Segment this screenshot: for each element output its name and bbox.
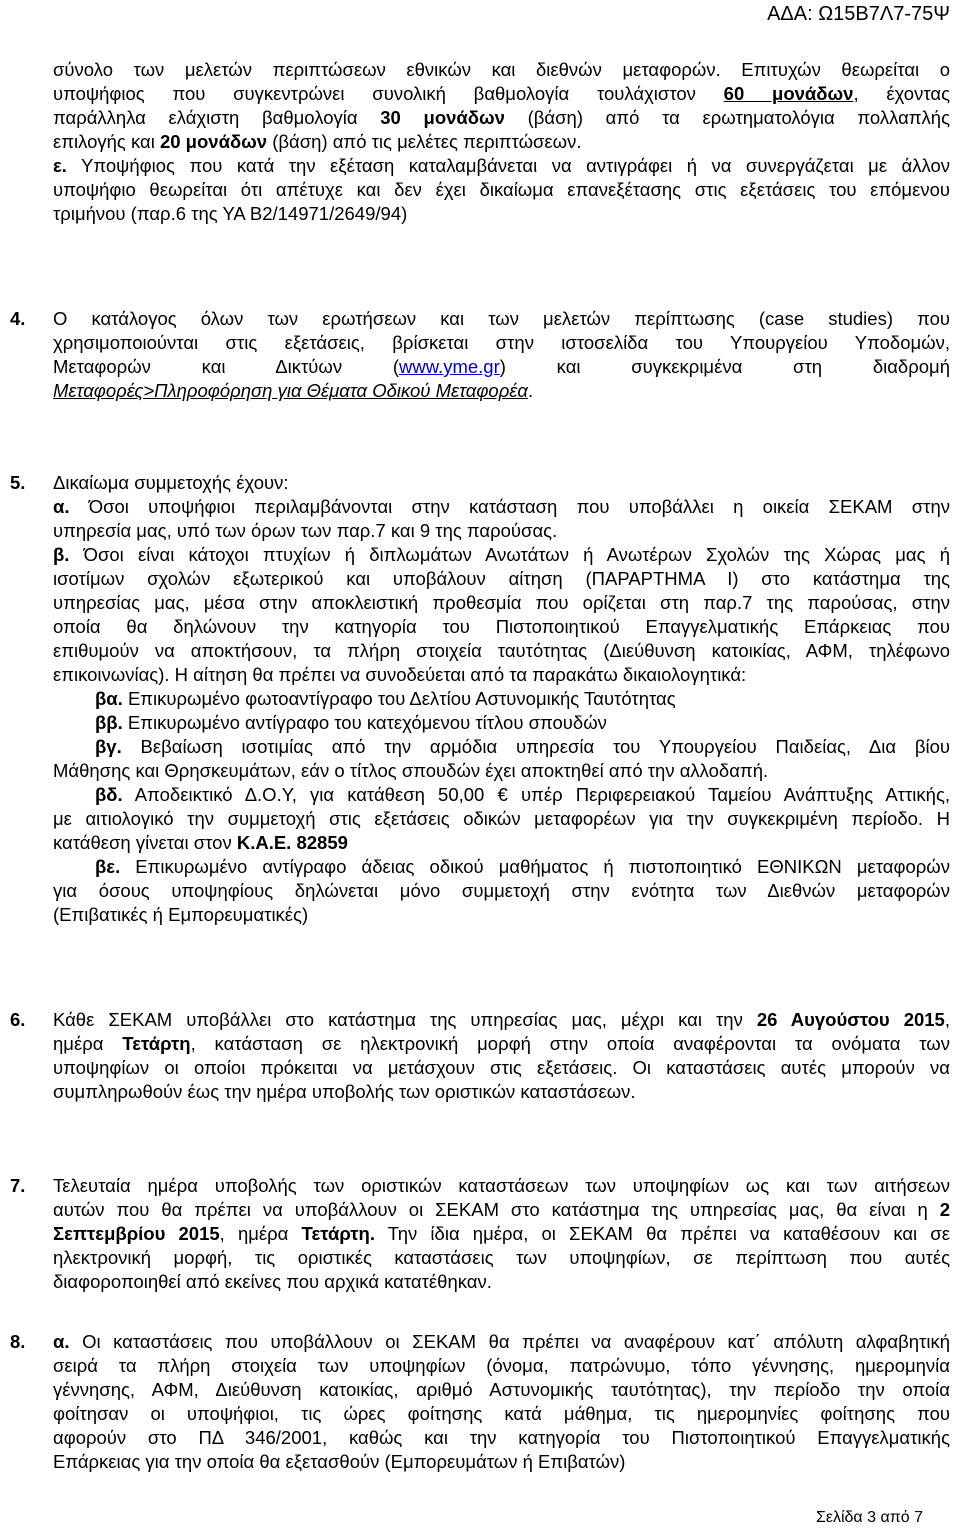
text-line: Επάρκειας για την οποία θα εξετασθούν (Εμπορευμάτων ή Επιβατών) <box>53 1451 626 1472</box>
text-line: υποψηφίων οι οποίοι πρόκειται να μετάσχουν στις εξετάσεις. Οι καταστάσεις αυτές μπορούν να <box>53 1057 950 1078</box>
text-line: βα. Επικυρωμένο φωτοαντίγραφο του Δελτίου Αστυνομικής Ταυτότητας <box>95 688 676 709</box>
text-line: για όσους υποψηφίους δηλώνεται μόνο συμμετοχή στην ενότητα των Διεθνών μεταφορών <box>53 880 950 901</box>
text-line: με αιτιολογικό την συμμετοχή στις εξετάσεις οδικών μεταφορέων για την συγκεκριμένη περίοδο. Η <box>53 808 950 829</box>
text-line: παράλληλα ελάχιστη βαθμολογία 30 μονάδων (βάση) από τα ερωτηματολόγια πολλαπλής <box>53 107 951 128</box>
text-line: α. Όσοι υποψήφιοι περιλαμβάνονται στην κατάσταση που υποβάλλει η οικεία ΣΕΚΑΜ στην <box>53 496 950 517</box>
text-line: Τελευταία ημέρα υποβολής των οριστικών καταστάσεων των υποψηφίων ως και των αιτήσεων <box>53 1175 950 1196</box>
text-line: υποψήφιο θεωρείται ότι απέτυχε και δεν έχει δικαίωμα επανεξέτασης στις εξετάσεις του επόμενου <box>53 179 950 200</box>
text-line: ε. Υποψήφιος που κατά την εξέταση καταλαμβάνεται να αντιγράφει ή να συνεργάζεται με άλλον <box>53 155 950 176</box>
text-line: (Επιβατικές ή Εμπορευματικές) <box>53 904 309 925</box>
text-line: Μεταφορών και Δικτύων (www.yme.gr) και συγκεκριμένα στη διαδρομή <box>53 356 950 377</box>
text-line: Μάθησης και Θρησκευμάτων, εάν ο τίτλος σπουδών έχει αποκτηθεί από την αλλοδαπή. <box>53 760 769 781</box>
text-line: Σεπτεμβρίου 2015, ημέρα Τετάρτη. Την ίδια ημέρα, οι ΣΕΚΑΜ θα πρέπει να καταθέσουν και σε <box>53 1223 950 1244</box>
text-line: χρησιμοποιούνται στις εξετάσεις, βρίσκεται στην ιστοσελίδα του Υπουργείου Υποδομών, <box>53 332 950 353</box>
text-line: επιλογής και 20 μονάδων (βάση) από τις μελέτες περιπτώσεων. <box>53 131 582 152</box>
text-line: υπηρεσίας μας, μέσα στην αποκλειστική προθεσμία που ορίζεται στη παρ.7 της παρούσας, στην <box>53 592 950 613</box>
text-line: αφορούν στο ΠΔ 346/2001, καθώς και την κατηγορία του Πιστοποιητικού Επαγγελματικής <box>53 1427 950 1448</box>
text-line: βδ. Αποδεικτικό Δ.Ο.Υ, για κατάθεση 50,00 € υπέρ Περιφερειακού Ταμείου Ανάπτυξης Αττικής, <box>95 784 950 805</box>
text-line: ημέρα Τετάρτη, κατάσταση σε ηλεκτρονική μορφή στην οποία αναφέρονται τα ονόματα των <box>53 1033 950 1054</box>
text-line: α. Οι καταστάσεις που υποβάλλουν οι ΣΕΚΑΜ θα πρέπει να αναφέρουν κατ΄ απόλυτη αλφαβητική <box>53 1331 950 1352</box>
text-line: αυτών που θα πρέπει να υποβάλλουν οι ΣΕΚΑΜ στο κατάστημα της υπηρεσίας μας, θα είναι η 2 <box>53 1199 950 1220</box>
section-number: 4. <box>10 308 26 329</box>
text-line: Δικαίωμα συμμετοχής έχουν: <box>53 472 289 493</box>
text-line: συμπληρωθούν έως την ημέρα υποβολής των οριστικών καταστάσεων. <box>53 1081 636 1102</box>
text-line: γέννησης, ΑΦΜ, Διεύθυνση κατοικίας, αριθμό Αστυνομικής ταυτότητας), την περίοδο την οποία <box>53 1379 950 1400</box>
text-line: διαφοροποιηθεί από εκείνες που αρχικά κατατέθηκαν. <box>53 1271 492 1292</box>
text-line: β. Όσοι είναι κάτοχοι πτυχίων ή διπλωμάτων Ανωτάτων ή Ανωτέρων Σχολών της Χώρας μας ή <box>53 544 950 565</box>
text-line: επικοινωνίας). Η αίτηση θα πρέπει να συνοδεύεται από τα παρακάτω δικαιολογητικά: <box>53 664 747 685</box>
text-line: υπηρεσία μας, υπό των όρων των παρ.7 και 9 της παρούσας. <box>53 520 558 541</box>
text-line: ηλεκτρονική μορφή, τις οριστικές καταστάσεις των υποψηφίων, σε περίπτωση που αυτές <box>53 1247 950 1268</box>
text-line: Ο κατάλογος όλων των ερωτήσεων και των μελετών περίπτωσης (case studies) που <box>53 308 950 329</box>
section-number: 7. <box>10 1175 26 1196</box>
text-line: σειρά τα πλήρη στοιχεία των υποψηφίων (όνομα, πατρώνυμο, τόπο γέννησης, ημερομηνία <box>53 1355 950 1376</box>
text-line: τριμήνου (παρ.6 της ΥΑ Β2/14971/2649/94) <box>53 203 408 224</box>
path-link[interactable]: Μεταφορές>Πληροφόρηση για Θέματα Οδικού Μεταφορέα <box>53 380 528 401</box>
section-number: 8. <box>10 1331 26 1352</box>
text-line: σύνολο των μελετών περιπτώσεων εθνικών και διεθνών μεταφορών. Επιτυχών θεωρείται ο <box>53 59 950 80</box>
text-line: Κάθε ΣΕΚΑΜ υποβάλλει στο κατάστημα της υπηρεσίας μας, μέχρι και την 26 Αυγούστου 2015, <box>53 1009 950 1030</box>
text-line: κατάθεση γίνεται στον Κ.Α.Ε. 82859 <box>53 832 348 853</box>
text-line: οποία θα δηλώνουν την κατηγορία του Πιστοποιητικού Επαγγελματικής Επάρκειας που <box>53 616 950 637</box>
yme-link[interactable]: www.yme.gr <box>399 356 500 377</box>
text-line: ββ. Επικυρωμένο αντίγραφο του κατεχόμενου τίτλου σπουδών <box>95 712 607 733</box>
section-number: 5. <box>10 472 26 493</box>
text-line: φοίτησαν οι υποψήφιοι, τις ώρες φοίτησης κατά μάθημα, τις ημερομηνίες φοίτησης που <box>53 1403 950 1424</box>
text-line: Μεταφορές>Πληροφόρηση για Θέματα Οδικού Μεταφορέα. <box>53 380 534 401</box>
section-number: 6. <box>10 1009 26 1030</box>
text-line: βγ. Βεβαίωση ισοτιμίας από την αρμόδια υπηρεσία του Υπουργείου Παιδείας, Δια βίου <box>95 736 950 757</box>
ada-code: ΑΔΑ: Ω15Β7Λ7-75Ψ <box>767 3 950 25</box>
text-line: υποψήφιος που συγκεντρώνει συνολική βαθμολογία τουλάχιστον 60 μονάδων, έχοντας <box>53 83 950 104</box>
page-number: Σελίδα 3 από 7 <box>815 1509 923 1526</box>
text-line: ισοτίμων σχολών εξωτερικού και υποβάλουν αίτηση (ΠΑΡΑΡΤΗΜΑ Ι) στο κατάστημα της <box>53 568 950 589</box>
text-line: βε. Επικυρωμένο αντίγραφο άδειας οδικού μαθήματος ή πιστοποιητικό ΕΘΝΙΚΩΝ μεταφορών <box>95 856 950 877</box>
text-line: επιθυμούν να αποκτήσουν, τα πλήρη στοιχεία ταυτότητας (Διεύθυνση κατοικίας, ΑΦΜ, τηλέφωνο <box>53 640 950 661</box>
